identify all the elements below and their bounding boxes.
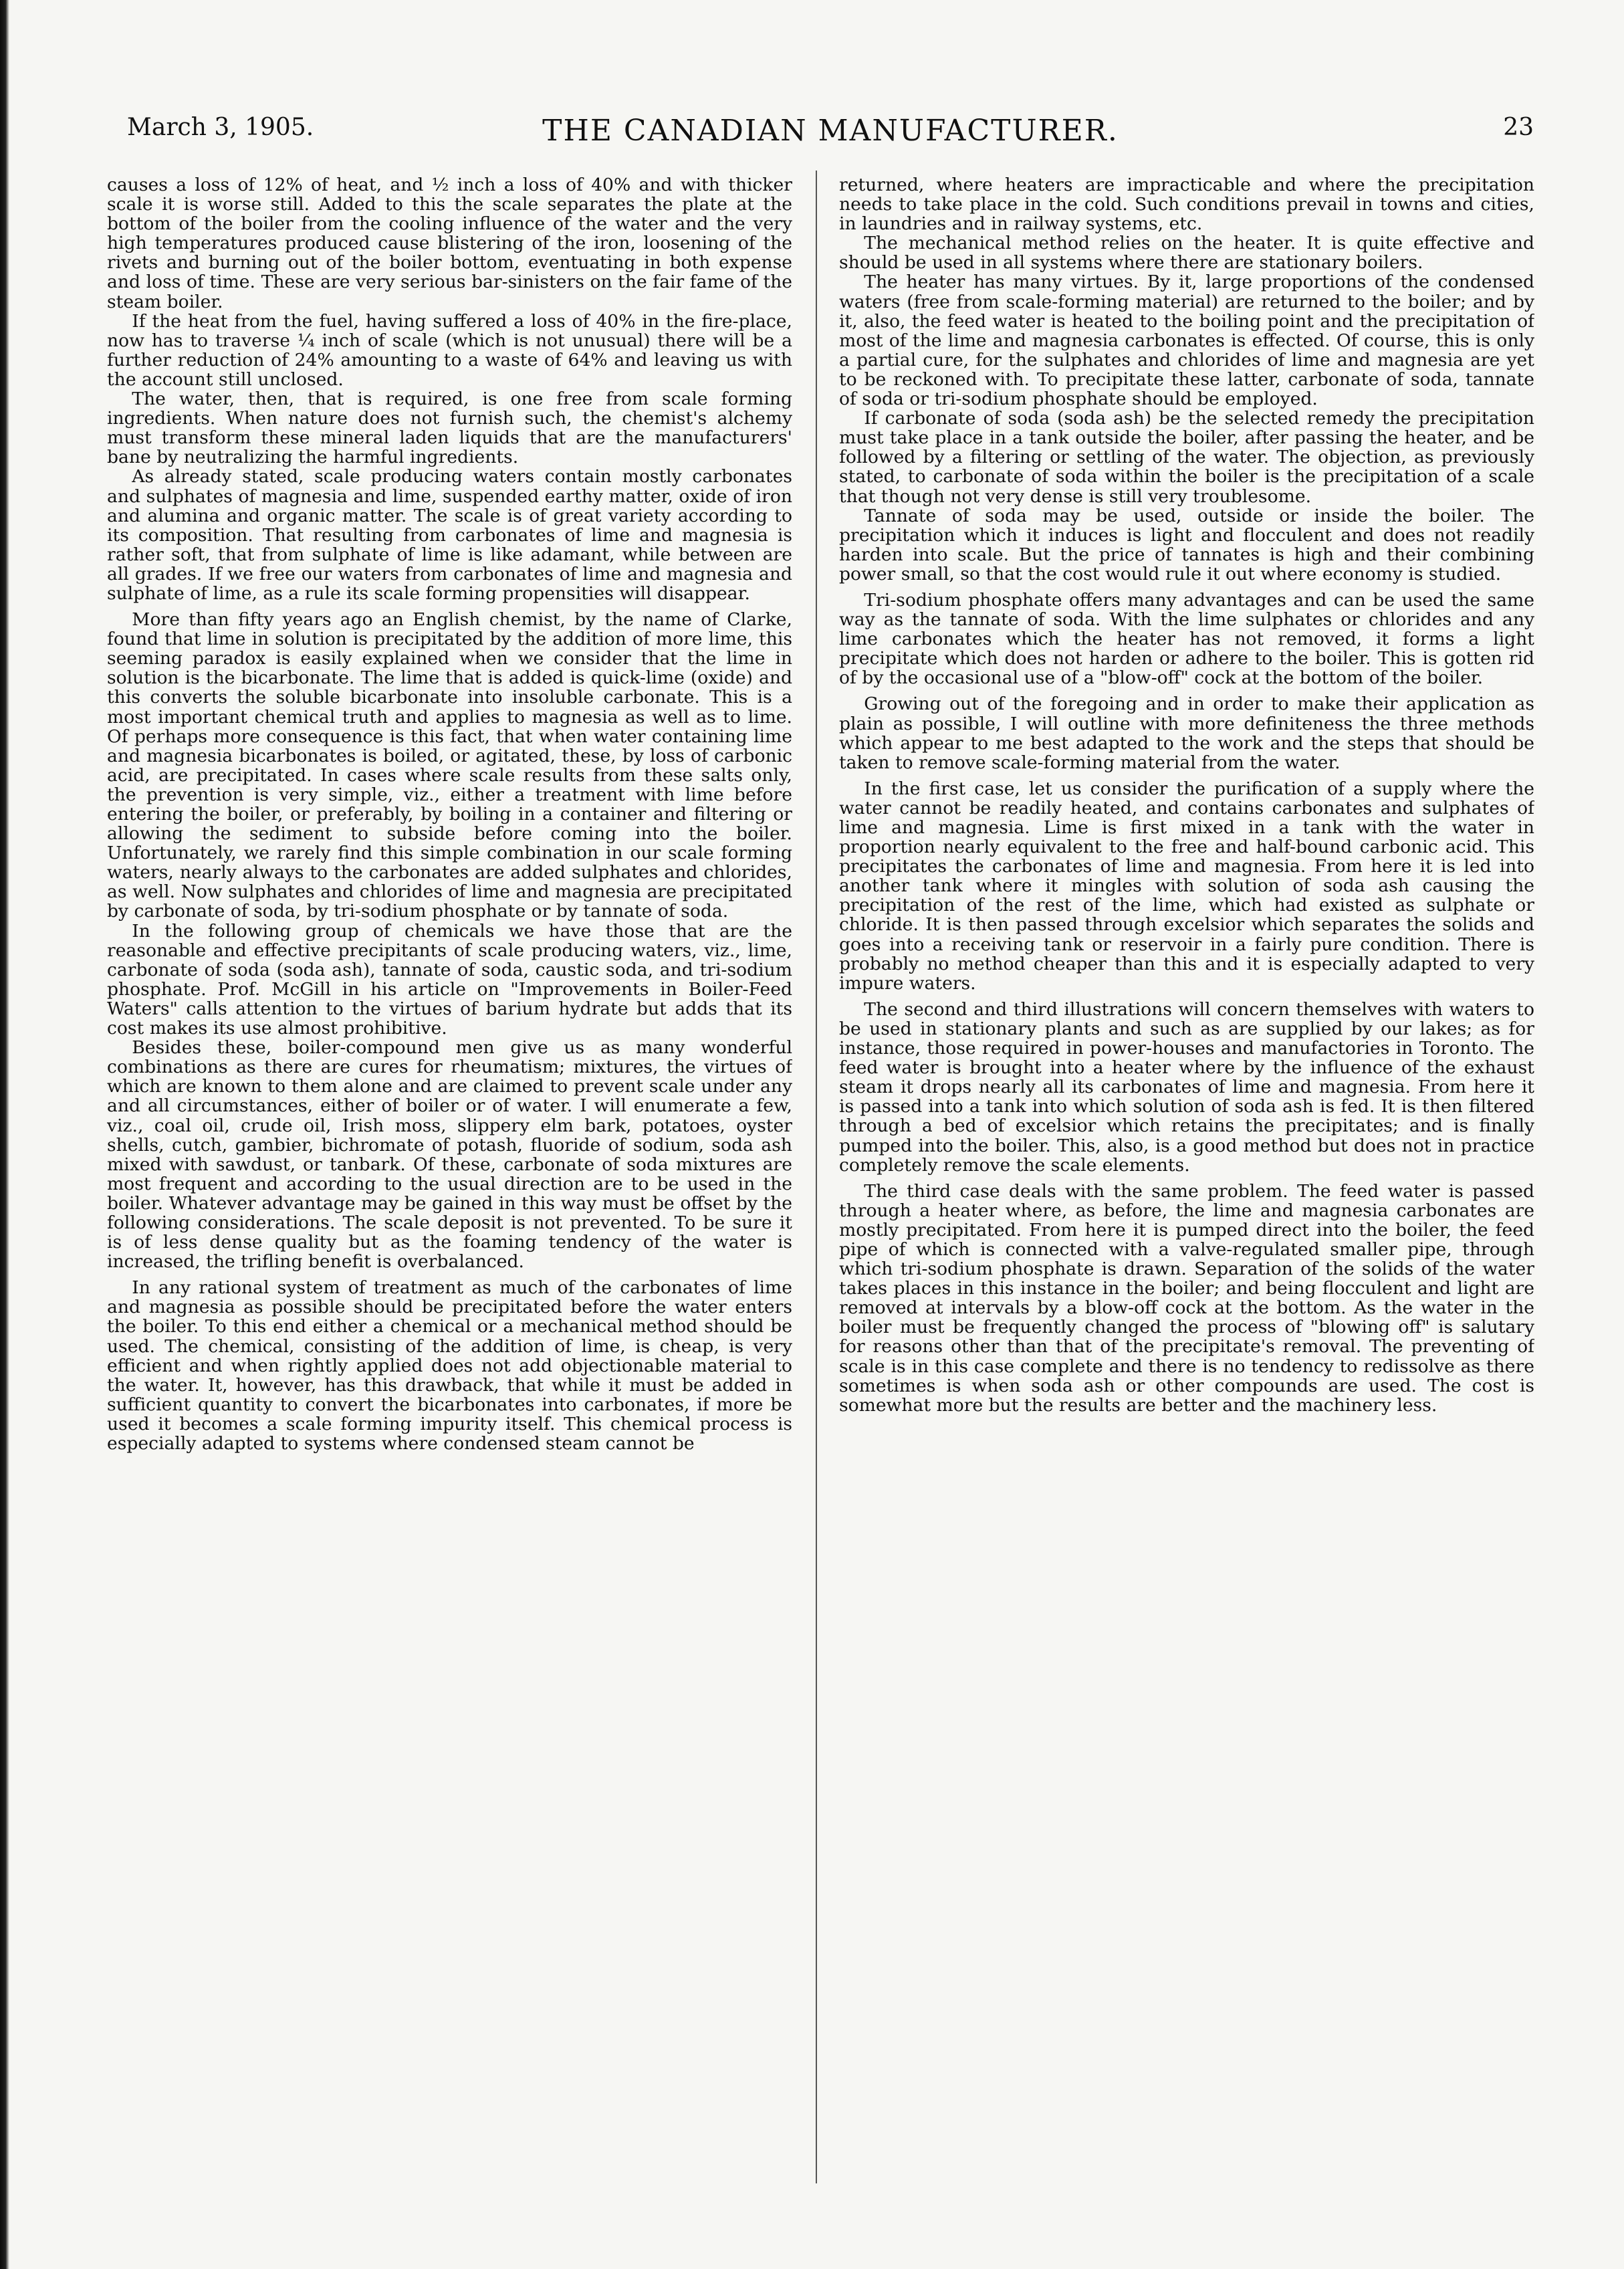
paragraph: If the heat from the fuel, having suffered a loss of 40% in the fire-place, now has to traverse ¼ inch of scale (which is not unusual) there will be a further reduction of 24% amounting to a waste of 64% and leaving us with the account still unclosed.	[107, 310, 792, 390]
paragraph: In any rational system of treatment as much of the carbonates of lime and magnesia as possible should be precipitated before the water enters the boiler. To this end either a chemical or a mechanical method should be used. The chemical, consisting of the addition of lime, is cheap, is very efficient and when rightly applied does not add objectionable material to the water. It, however, has this drawback, that while it must be added in sufficient quantity to convert the bicarbonates into carbonates, if more be used it becomes a scale forming impurity itself. This chemical process is especially adapted to systems where condensed steam cannot be	[107, 1277, 792, 1454]
paragraph: returned, where heaters are impracticable and where the precipitation needs to take place in the cold. Such conditions prevail in towns and cities, in laundries and in railway systems, etc.	[839, 175, 1534, 235]
paragraph: Tannate of soda may be used, outside or inside the boiler. The precipitation which it induces is light and flocculent and does not readily harden into scale. But the price of tannates is high and their combining power small, so that the cost would rule it out where economy is studied.	[839, 505, 1534, 584]
paragraph: The heater has many virtues. By it, large proportions of the condensed waters (free from scale-forming material) are returned to the boiler; and by it, also, the feed water is heated to the boiling point and the precipitation of most of the lime and magnesia carbonates is effected. Of course, this is only a partial cure, for the sulphates and chlorides of lime and magnesia are yet to be reckoned with. To precipitate these latter, carbonate of soda, tannate of soda or tri-sodium phosphate should be employed.	[839, 272, 1534, 410]
right-column	[839, 175, 1534, 2202]
paragraph: More than fifty years ago an English chemist, by the name of Clarke, found that lime in solution is precipitated by the addition of more lime, this seeming paradox is easily explained when we consider that the lime in solution is the bicarbonate. The lime that is added is quick-lime (oxide) and this converts the soluble bicarbonate into insoluble carbonate. This is a most important chemical truth and applies to magnesia as well as to lime. Of perhaps more consequence is this fact, that when water containing lime and magnesia bicarbonates is boiled, or agitated, these, by loss of carbonic acid, are precipitated. In cases where scale results from these salts only, the prevention is very simple, viz., either a treatment with lime before entering the boiler, or preferably, by boiling in a container and filtering or allowing the sediment to subside before coming into the boiler. Unfortunately, we rarely find this simple combination in our scale forming waters, nearly always to the carbonates are added sulphates and chlorides, as well. Now sulphates and chlorides of lime and magnesia are precipitated by carbonate of soda, by tri-sodium phosphate or by tannate of soda.	[107, 609, 792, 922]
paragraph: If carbonate of soda (soda ash) be the selected remedy the precipitation must take place in a tank outside the boiler, after passing the heater, and be followed by a filtering or settling of the water. The objection, as previously stated, to carbonate of soda within the boiler is the precipitation of a scale that though not very dense is still very troublesome.	[839, 408, 1534, 507]
paragraph: In the first case, let us consider the purification of a supply where the water cannot be readily heated, and contains carbonates and sulphates of lime and magnesia. Lime is first mixed in a tank with the water in proportion nearly equivalent to the free and half-bound carbonic acid. This precipitates the carbonates of lime and magnesia. From here it is led into another tank where it mingles with solution of soda ash causing the precipitation of the rest of the lime, which had existed as sulphate or chloride. It is then passed through excelsior which separates the solids and goes into a receiving tank or reservoir in a fairly pure condition. There is probably no method cheaper than this and it is especially adapted to very impure waters.	[839, 778, 1534, 994]
header-date: March 3, 1905.	[127, 114, 314, 141]
left-column	[107, 175, 792, 2202]
paragraph: As already stated, scale producing waters contain mostly carbonates and sulphates of magnesia and lime, suspended earthy matter, oxide of iron and alumina and organic matter. The scale is of great variety according to its composition. That resulting from carbonates of lime and magnesia is rather soft, that from sulphate of lime is like adamant, while between are all grades. If we free our waters from carbonates of lime and magnesia and sulphate of lime, as a rule its scale forming propensities will disappear.	[107, 466, 792, 604]
paragraph: The third case deals with the same problem. The feed water is passed through a heater where, as before, the lime and magnesia carbonates are mostly precipitated. From here it is pumped direct into the boiler, the feed pipe of which is connected with a valve-regulated smaller pipe, through which tri-sodium phosphate is drawn. Separation of the solids of the water takes places in this instance in the boiler; and being flocculent and light are removed at intervals by a blow-off cock at the bottom. As the water in the boiler must be frequently changed the process of "blowing off" is salutary for reasons other than that of the precipitate's removal. The preventing of scale is in this case complete and there is no tendency to redissolve as there sometimes is when soda ash or other compounds are used. The cost is somewhat more but the results are better and the machinery less.	[839, 1180, 1534, 1416]
paragraph: Growing out of the foregoing and in order to make their application as plain as possible, I will outline with more definiteness the three methods which appear to me best adapted to the work and the steps that should be taken to remove scale-forming material from the water.	[839, 693, 1534, 773]
paragraph: Tri-sodium phosphate offers many advantages and can be used the same way as the tannate of soda. With the lime sulphates or chlorides and any lime carbonates which the heater has not removed, it forms a light precipitate which does not harden or adhere to the boiler. This is gotten rid of by the occasional use of a "blow-off" cock at the bottom of the boiler.	[839, 589, 1534, 689]
page-binding-edge	[0, 0, 9, 2269]
paragraph: The mechanical method relies on the heater. It is quite effective and should be used in all systems where there are stationary boilers.	[839, 233, 1534, 274]
paragraph: In the following group of chemicals we have those that are the reasonable and effective precipitants of scale producing waters, viz., lime, carbonate of soda (soda ash), tannate of soda, caustic soda, and tri-sodium phosphate. Prof. McGill in his article on "Improvements in Boiler-Feed Waters" calls attention to the virtues of barium hydrate but adds that its cost makes its use almost prohibitive.	[107, 920, 792, 1039]
paragraph: Besides these, boiler-compound men give us as many wonderful combinations as there are cures for rheumatism; mixtures, the virtues of which are known to them alone and are claimed to prevent scale under any and all circumstances, either of boiler or of water. I will enumerate a few, viz., coal oil, crude oil, Irish moss, slippery elm bark, potatoes, oyster shells, cutch, gambier, bichromate of potash, fluoride of sodium, soda ash mixed with sawdust, or tanbark. Of these, carbonate of soda mixtures are most frequent and according to the usual direction are to be used in the boiler. Whatever advantage may be gained in this way must be offset by the following considerations. The scale deposit is not prevented. To be sure it is of less dense quality but as the foaming tendency of the water is increased, the trifling benefit is overbalanced.	[107, 1037, 792, 1273]
paragraph: The second and third illustrations will concern themselves with waters to be used in stationary plants and such as are supplied by our lakes; as for instance, those required in power-houses and manufactories in Toronto. The feed water is brought into a heater where by the influence of the exhaust steam it drops nearly all its carbonates of lime and magnesia. From here it is passed into a tank into which solution of soda ash is fed. It is then filtered through a bed of excelsior which retains the precipitates; and is finally pumped into the boiler. This, also, is a good method but does not in practice completely remove the scale elements.	[839, 998, 1534, 1176]
publication-title: THE CANADIAN MANUFACTURER.	[542, 114, 1119, 148]
page-number: 23	[1503, 114, 1534, 141]
paragraph: The water, then, that is required, is one free from scale forming ingredients. When nature does not furnish such, the chemist's alchemy must transform these mineral laden liquids that are the manufacturers' bane by neutralizing the harmful ingredients.	[107, 389, 792, 468]
paragraph: causes a loss of 12% of heat, and ½ inch a loss of 40% and with thicker scale it is worse still. Added to this the scale separates the plate at the bottom of the boiler from the cooling influence of the water and the very high temperatures produced cause blistering of the iron, loosening of the rivets and burning out of the boiler bottom, eventuating in both expense and loss of time. These are very serious bar-sinisters on the fair fame of the steam boiler.	[107, 175, 792, 312]
running-header	[127, 114, 1534, 154]
column-divider	[816, 171, 817, 2183]
